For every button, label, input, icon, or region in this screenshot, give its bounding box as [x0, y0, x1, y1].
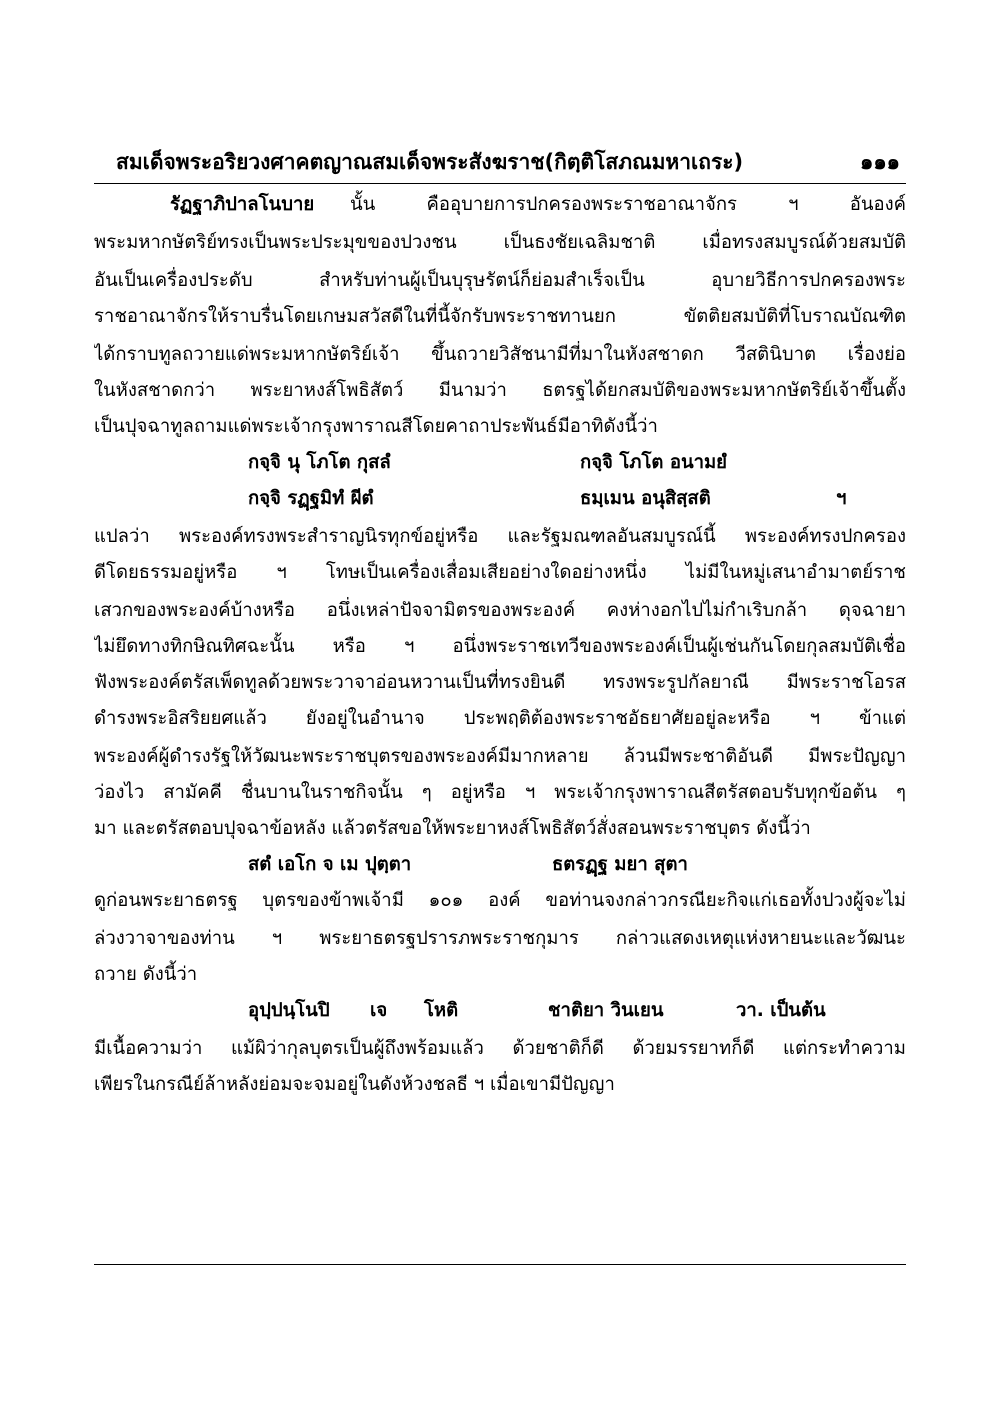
body-line: มีเนื้อความว่า แม้ผิว่ากุลบุตรเป็นผู้ถึงพร้อมแล้ว ด้วยชาติก็ดี ด้วยมรรยาทก็ดี แต่กระทำความ	[94, 1038, 906, 1059]
page-header	[116, 146, 906, 180]
running-title: สมเด็จพระอริยวงศาคตญาณสมเด็จพระสังฆราช(กิตฺติโสภณมหาเถระ)	[116, 150, 744, 174]
body-text: นั้น คืออุบายการปกครองพระราชอาณาจักร ฯ อันองค์	[350, 194, 906, 215]
body-line: ดูก่อนพระยาธตรฐ บุตรของข้าพเจ้ามี ๑๐๑ องค์ ขอท่านจงกล่าวกรณียะกิจแก่เธอทั้งปวงผู้จะไม่	[94, 890, 906, 911]
pali-verse	[0, 482, 1000, 516]
pali-verse	[0, 994, 1000, 1028]
body-line: พระองค์ผู้ดำรงรัฐให้วัฒนะพระราชบุตรของพระองค์มีมากหลาย ล้วนมีพระชาติอันดี มีพระปัญญา	[94, 746, 906, 767]
pali-verse	[0, 446, 1000, 480]
body-line: มา และตรัสตอบปุจฉาข้อหลัง แล้วตรัสขอให้พระยาหงส์โพธิสัตว์สั่งสอนพระราชบุตร ดังนี้ว่า	[94, 818, 811, 839]
footer-rule	[94, 1264, 906, 1265]
verse-hemistich: สตํ เอโก จ เม ปุตฺตา	[248, 854, 412, 875]
body-line: ดีโดยธรรมอยู่หรือ ฯ โทษเป็นเครื่องเสื่อมเสียอย่างใดอย่างหนึ่ง ไม่มีในหมู่เสนาอำมาตย์ราช	[94, 562, 906, 583]
body-line: ดำรงพระอิสริยยศแล้ว ยังอยู่ในอำนาจ ประพฤติต้องพระราชอัธยาศัยอยู่ละหรือ ฯ ข้าแต่	[94, 708, 906, 729]
pali-verse	[0, 848, 1000, 882]
body-line: ไม่ยึดทางทิกษิณทิศฉะนั้น หรือ ฯ อนึ่งพระราชเทวีของพระองค์เป็นผู้เช่นกันโดยกุลสมบัติเชื่อ	[94, 636, 906, 657]
body-line: เสวกของพระองค์บ้างหรือ อนึ่งเหล่าปัจจามิตรของพระองค์ คงห่างอกไปไม่กำเริบกล้า ดุจฉายา	[94, 600, 906, 621]
verse-word: อุปฺปนฺโนปิ	[248, 1000, 330, 1021]
header-rule	[94, 183, 906, 184]
body-line: ว่องไว สามัคคี ชื่นบานในราชกิจนั้น ๆ อยู่หรือ ฯ พระเจ้ากรุงพาราณสีตรัสตอบรับทุกข้อต้น ๆ	[94, 782, 906, 803]
body-line: แปลว่า พระองค์ทรงพระสำราญนิรทุกข์อยู่หรือ และรัฐมณฑลอันสมบูรณ์นี้ พระองค์ทรงปกครอง	[94, 526, 906, 547]
body-line: ได้กราบทูลถวายแด่พระมหากษัตริย์เจ้า ขึ้นถวายวิสัชนามีที่มาในหังสชาดก วีสตินิบาต เรื่องย่อ	[94, 344, 906, 365]
verse-word: วา. เป็นต้น	[736, 1000, 826, 1021]
body-line: เพียรในกรณีย์ล้าหลังย่อมจะจมอยู่ในดังห้วงชลธี ฯ เมื่อเขามีปัญญา	[94, 1074, 615, 1095]
body-line: พระมหากษัตริย์ทรงเป็นพระประมุขของปวงชน เป็นธงชัยเฉลิมชาติ เมื่อทรงสมบูรณ์ด้วยสมบัติ	[94, 232, 906, 253]
section-heading: รัฏฐาภิปาลโนบาย	[170, 194, 315, 215]
body-line: ถวาย ดังนี้ว่า	[94, 964, 198, 985]
verse-word: ชาติยา วินเยน	[548, 1000, 664, 1021]
verse-hemistich: กจฺจิ นุ โภโต กุสลํ	[248, 452, 391, 473]
verse-hemistich: กจฺจิ รฏฺฐมิทํ ผีตํ	[248, 488, 374, 509]
verse-word: โหติ	[424, 1000, 459, 1021]
body-line: อันเป็นเครื่องประดับ สำหรับท่านผู้เป็นบุรุษรัตน์ก็ย่อมสำเร็จเป็น อุบายวิธีการปกครองพระ	[94, 270, 906, 291]
verse-hemistich: กจฺจิ โภโต อนามยํ	[580, 452, 728, 473]
body-line: ราชอาณาจักรให้ราบรื่นโดยเกษมสวัสดีในที่นี้จักรับพระราชทานยก ขัตติยสมบัติที่โบราณบัณฑิต	[94, 306, 906, 327]
body-line: ล่วงวาจาของท่าน ฯ พระยาธตรฐปรารภพระราชกุมาร กล่าวแสดงเหตุแห่งหายนะและวัฒนะ	[94, 928, 906, 949]
verse-word: เจ	[370, 1000, 388, 1021]
verse-hemistich: ธมฺเมน อนุสิสฺสติ	[580, 488, 711, 509]
verse-hemistich: ธตรฏฺฐ มยา สุตา	[552, 854, 688, 875]
body-line: ฟังพระองค์ตรัสเพ็ดทูลด้วยพระวาจาอ่อนหวานเป็นที่ทรงยินดี ทรงพระรูปกัลยาณี มีพระราชโอรส	[94, 672, 906, 693]
body-line	[94, 188, 906, 222]
page-number: ๑๑๑	[860, 150, 900, 174]
body-line: ในหังสชาดกว่า พระยาหงส์โพธิสัตว์ มีนามว่า ธตรฐได้ยกสมบัติของพระมหากษัตริย์เจ้าขึ้นตั้ง	[94, 380, 906, 401]
verse-mark: ฯ	[836, 488, 847, 509]
body-line: เป็นปุจฉาทูลถามแด่พระเจ้ากรุงพาราณสีโดยคาถาประพันธ์มีอาทิดังนี้ว่า	[94, 416, 658, 437]
